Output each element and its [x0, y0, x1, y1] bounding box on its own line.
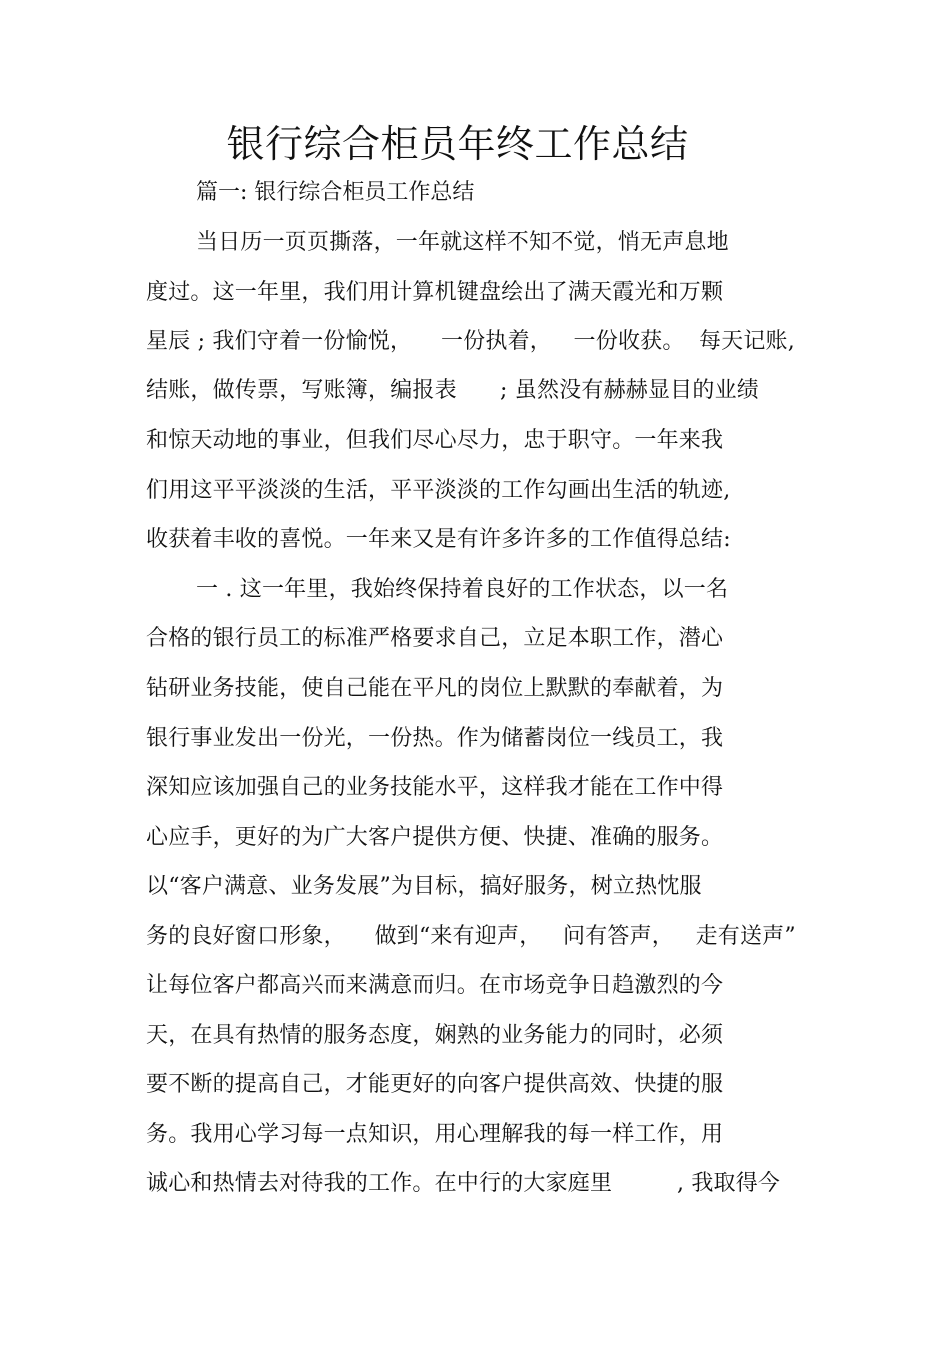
body-line: 天，在具有热情的服务态度，娴熟的业务能力的同时，必须	[146, 1023, 724, 1048]
body-line: 务。我用心学习每一点知识，用心理解我的每一样工作，用	[146, 1122, 724, 1147]
body-line: 度过。这一年里，我们用计算机键盘绘出了满天霞光和万颗	[146, 280, 724, 305]
body-line: 以“客户满意、业务发展”为目标，搞好服务，树立热忱服	[146, 874, 702, 899]
body-line: 星辰 ; 我们守着一份愉悦， 一份执着， 一份收获。 每天记账,	[146, 329, 795, 354]
body-line: 钻研业务技能，使自己能在平凡的岗位上默默的奉献着，为	[146, 676, 724, 701]
body-line: 收获着丰收的喜悦。一年来又是有许多许多的工作值得总结:	[146, 527, 731, 552]
body-line: 让每位客户都高兴而来满意而归。在市场竞争日趋激烈的今	[146, 973, 724, 998]
section-heading: 篇一: 银行综合柜员工作总结	[196, 180, 475, 205]
body-line: 当日历一页页撕落，一年就这样不知不觉，悄无声息地	[196, 230, 729, 255]
body-line: 诚心和热情去对待我的工作。在中行的大家庭里 , 我取得今	[146, 1171, 781, 1196]
body-line: 和惊天动地的事业，但我们尽心尽力，忠于职守。一年来我	[146, 428, 724, 453]
body-line: 银行事业发出一份光，一份热。作为储蓄岗位一线员工，我	[146, 726, 724, 751]
document-title: 银行综合柜员年终工作总结	[226, 122, 689, 166]
body-line: 务的良好窗口形象， 做到“来有迎声， 问有答声， 走有送声”	[146, 924, 796, 949]
body-line: 深知应该加强自己的业务技能水平，这样我才能在工作中得	[146, 775, 724, 800]
body-line: 一 . 这一年里，我始终保持着良好的工作状态，以一名	[196, 577, 729, 602]
body-line: 要不断的提高自己，才能更好的向客户提供高效、快捷的服	[146, 1072, 724, 1097]
body-line: 们用这平平淡淡的生活，平平淡淡的工作勾画出生活的轨迹,	[146, 478, 731, 503]
body-line: 合格的银行员工的标准严格要求自己，立足本职工作，潜心	[146, 626, 724, 651]
body-line: 心应手，更好的为广大客户提供方便、快捷、准确的服务。	[146, 825, 724, 850]
body-line: 结账，做传票，写账簿，编报表 ; 虽然没有赫赫显目的业绩	[146, 378, 759, 403]
